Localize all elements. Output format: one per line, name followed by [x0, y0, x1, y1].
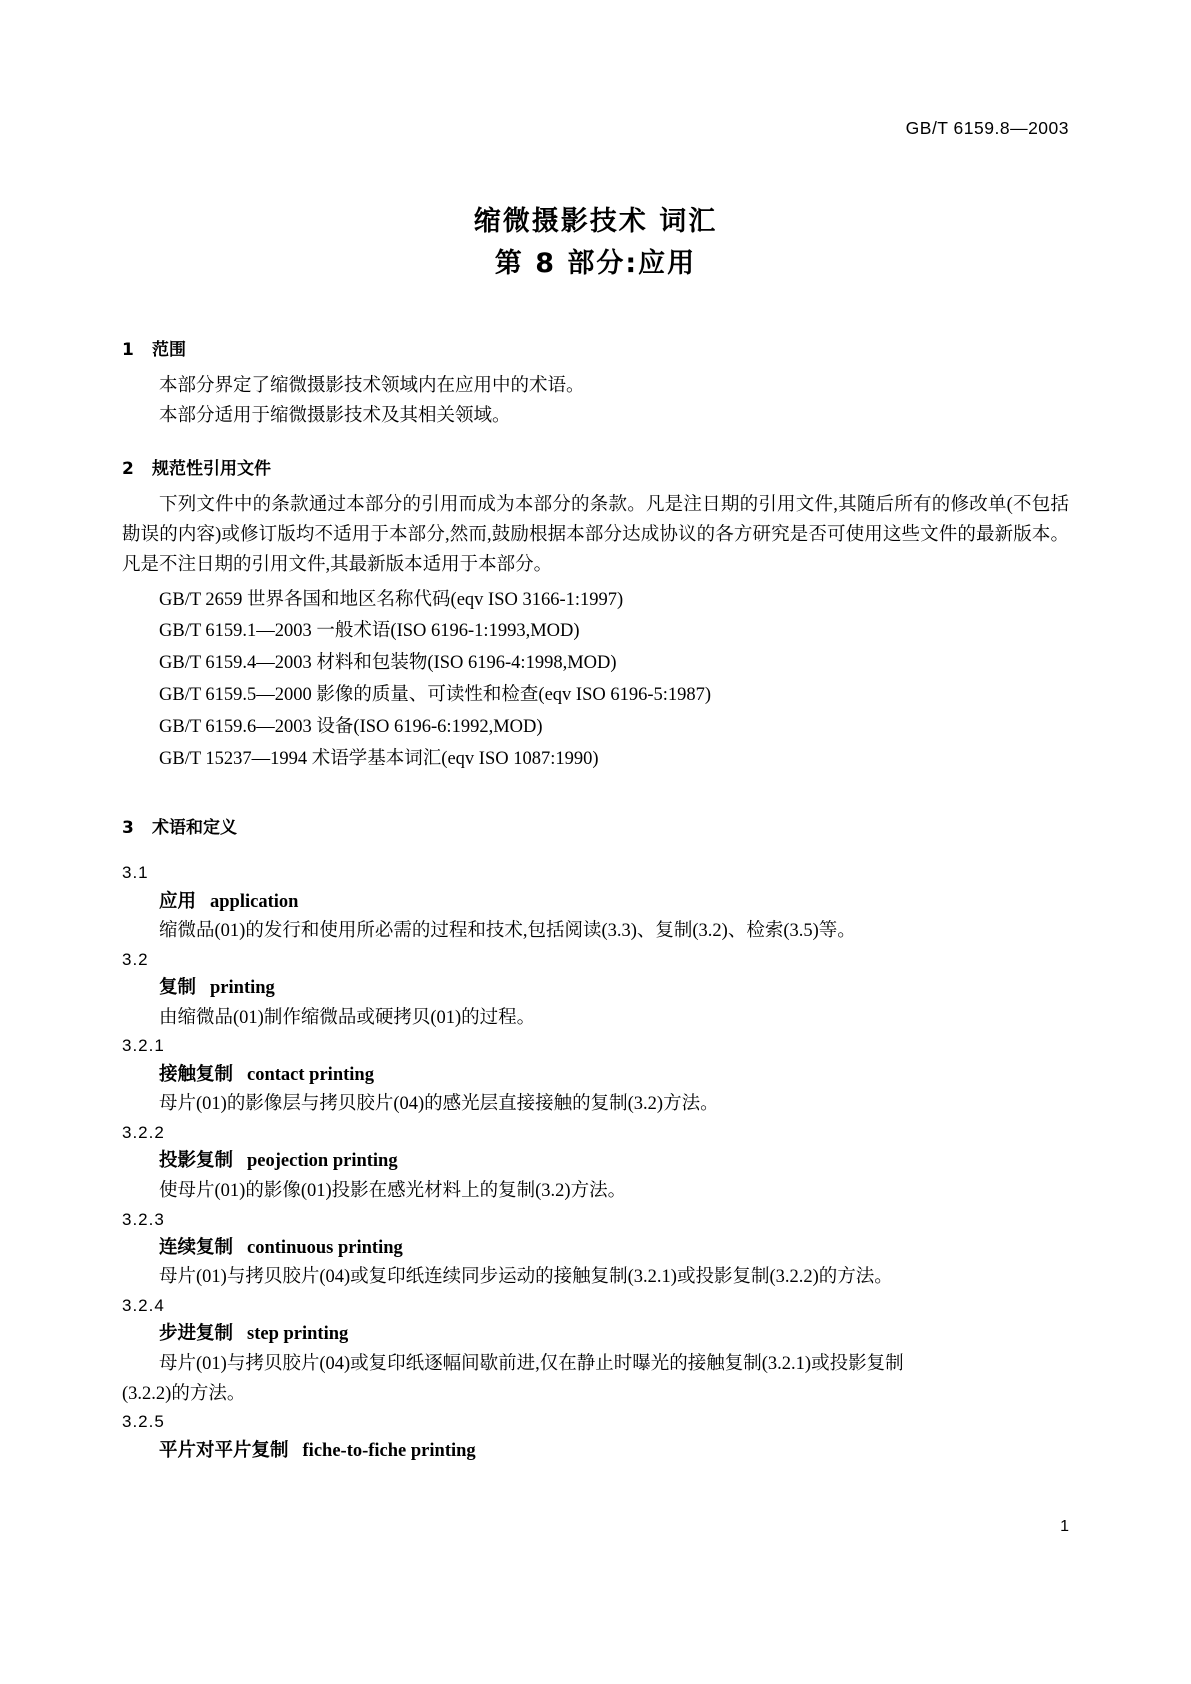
term-name-zh: 步进复制: [159, 1323, 234, 1345]
normative-intro: 下列文件中的条款通过本部分的引用而成为本部分的条款。凡是注日期的引用文件,其随后所有的修改单(不包括勘误的内容)或修订版均不适用于本部分,然而,鼓励根据本部分达成协议的各方研究是否可使用这些文件的最新版本。凡是不注日期的引用文件,其最新版本适用于本部分。: [122, 494, 1069, 575]
reference-item: GB/T 6159.6—2003 设备(ISO 6196-6:1992,MOD): [159, 716, 543, 737]
term-entry: [122, 1293, 1069, 1409]
spacer-1: [122, 432, 1069, 454]
term-number: 3.2.1: [122, 1036, 165, 1056]
section-heading-normative: [122, 454, 1069, 479]
term-name-en: fiche-to-fiche printing: [302, 1440, 476, 1461]
spacer-2: [122, 775, 1069, 813]
section-label-1: 范围: [152, 339, 186, 360]
term-number: 3.2.5: [122, 1412, 165, 1432]
term-entry: [122, 1033, 1069, 1120]
reference-item: GB/T 6159.4—2003 材料和包装物(ISO 6196-4:1998,MOD): [159, 653, 617, 674]
term-number: 3.2: [122, 949, 149, 969]
title-line-2: 第 8 部分:应用: [494, 247, 697, 279]
term-name: [159, 1319, 1069, 1350]
section-label-2: 规范性引用文件: [152, 458, 271, 479]
term-name: [159, 1233, 1069, 1264]
term-name-en: peojection printing: [247, 1151, 398, 1172]
term-entry: [122, 860, 1069, 947]
spacer-3: [122, 850, 1069, 860]
term-number: 3.1: [122, 863, 149, 883]
section-number-2: 2: [122, 458, 134, 479]
term-definition-continued: (3.2.2)的方法。: [122, 1383, 246, 1404]
term-definition: 缩微品(01)的发行和使用所必需的过程和技术,包括阅读(3.3)、复制(3.2)、检索(3.5)等。: [159, 921, 856, 942]
term-entry: [122, 1207, 1069, 1294]
term-definition: 母片(01)的影像层与拷贝胶片(04)的感光层直接接触的复制(3.2)方法。: [159, 1094, 719, 1115]
section-heading-scope: [122, 335, 1069, 360]
reference-item: GB/T 6159.5—2000 影像的质量、可读性和检查(eqv ISO 6196-5:1987): [159, 684, 712, 705]
term-name: [159, 1146, 1069, 1177]
term-definition: 母片(01)与拷贝胶片(04)或复印纸连续同步运动的接触复制(3.2.1)或投影复制(3.2.2)的方法。: [159, 1267, 893, 1288]
reference-item: GB/T 2659 世界各国和地区名称代码(eqv ISO 3166-1:1997): [159, 589, 624, 610]
term-name-en: printing: [210, 978, 275, 999]
page-title: [122, 201, 1069, 285]
term-entry: [122, 1120, 1069, 1207]
term-name-en: application: [210, 891, 299, 912]
standard-code: GB/T 6159.8—2003: [905, 118, 1069, 138]
section-label-3: 术语和定义: [152, 818, 237, 839]
scope-paragraph-1: 本部分界定了缩微摄影技术领域内在应用中的术语。: [159, 375, 585, 396]
term-entry: [122, 1409, 1069, 1466]
term-name: [159, 1060, 1069, 1091]
term-name-en: step printing: [247, 1324, 349, 1345]
section-number-3: 3: [122, 818, 134, 839]
term-name-en: continuous printing: [247, 1237, 403, 1258]
term-name: [159, 887, 1069, 918]
term-definition: 由缩微品(01)制作缩微品或硬拷贝(01)的过程。: [159, 1007, 536, 1028]
term-name-zh: 应用: [159, 890, 197, 912]
term-number: 3.2.2: [122, 1123, 165, 1142]
section-number-1: 1: [122, 339, 134, 360]
term-name-zh: 接触复制: [159, 1063, 234, 1085]
term-name-zh: 连续复制: [159, 1236, 234, 1258]
term-definition: 使母片(01)的影像(01)投影在感光材料上的复制(3.2)方法。: [159, 1180, 627, 1201]
scope-paragraph-2: 本部分适用于缩微摄影技术及其相关领域。: [159, 405, 511, 426]
reference-item: GB/T 15237—1994 术语学基本词汇(eqv ISO 1087:1990): [159, 748, 599, 769]
page-number: 1: [1060, 1518, 1069, 1535]
term-name-zh: 复制: [159, 977, 197, 999]
term-name: [159, 1436, 1069, 1467]
section-heading-terms: [122, 813, 1069, 838]
page-header: [122, 118, 1069, 139]
term-name-zh: 平片对平片复制: [159, 1439, 289, 1461]
normative-reference-list: [122, 585, 1069, 776]
title-line-1: 缩微摄影技术 词汇: [473, 206, 718, 237]
term-entry: [122, 947, 1069, 1034]
title-spacer: [122, 285, 1069, 335]
term-name-zh: 投影复制: [159, 1150, 234, 1172]
term-number: 3.2.4: [122, 1296, 165, 1316]
reference-item: GB/T 6159.1—2003 一般术语(ISO 6196-1:1993,MOD): [159, 621, 580, 642]
term-name-en: contact printing: [247, 1064, 374, 1085]
term-definition: 母片(01)与拷贝胶片(04)或复印纸逐幅间歇前进,仅在静止时曝光的接触复制(3.2.1)或投影复制: [159, 1354, 904, 1374]
term-name: [159, 973, 1069, 1004]
term-number: 3.2.3: [122, 1209, 165, 1229]
